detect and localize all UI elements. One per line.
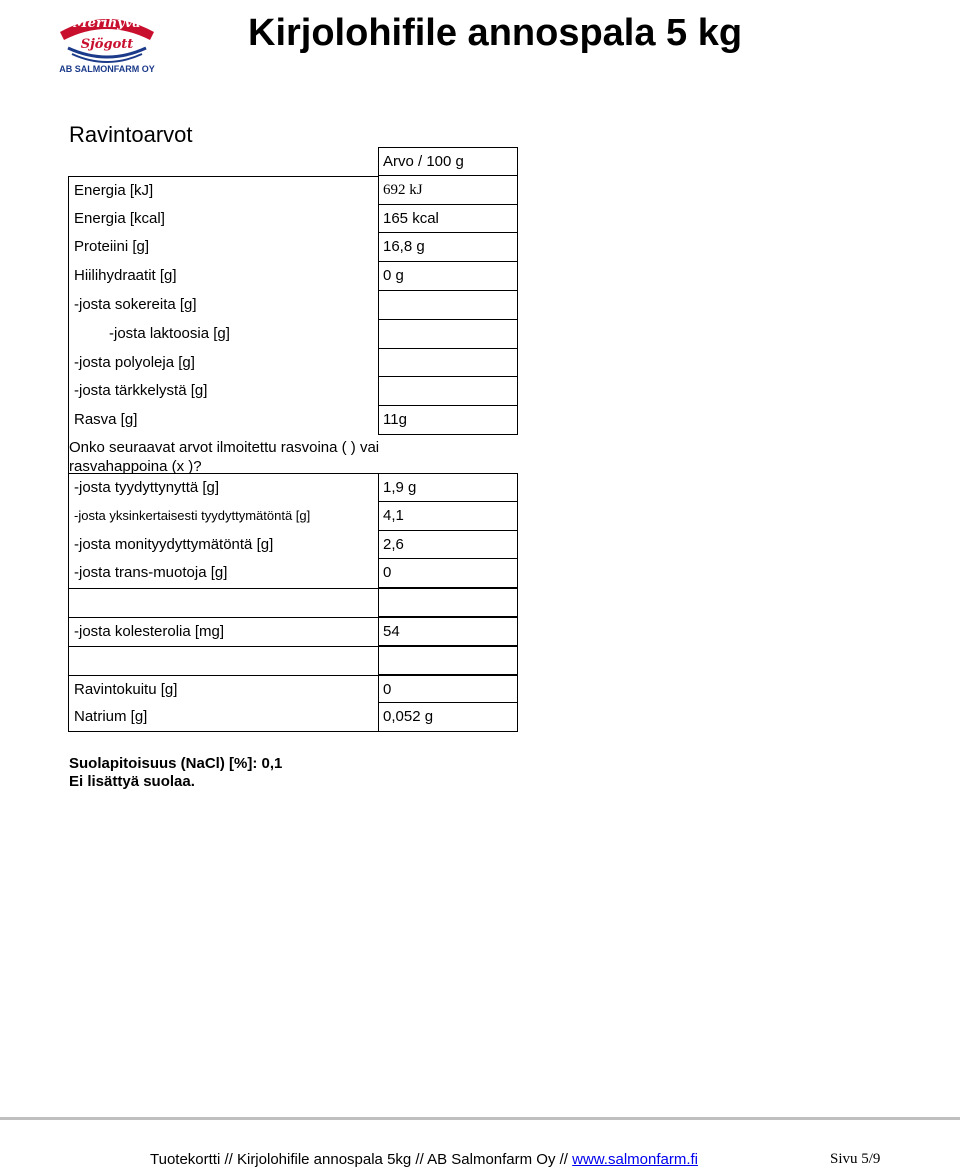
row-value [378,646,518,675]
row-label: -josta kolesterolia [mg] [68,617,378,646]
svg-text:AB SALMONFARM OY: AB SALMONFARM OY [59,64,155,74]
table-header-row [68,147,518,176]
row-value: 0 [378,675,518,704]
row-label: -josta polyoleja [g] [68,349,378,378]
row-value: 0,052 g [378,703,518,732]
salt-info [69,755,282,791]
header-empty-cell [68,147,378,176]
table-row [68,262,518,291]
row-value: 16,8 g [378,233,518,262]
row-label: Rasva [g] [68,406,378,435]
row-label: -josta sokereita [g] [68,291,378,320]
row-value [378,377,518,406]
row-value: 692 kJ [378,176,518,205]
row-label: -josta yksinkertaisesti tyydyttymätöntä [g] [68,502,378,531]
website-link[interactable]: www.salmonfarm.fi [572,1151,698,1168]
row-value [378,349,518,378]
row-value: 11g [378,406,518,435]
table-row [68,320,518,349]
row-label: -josta laktoosia [g] [68,320,378,349]
row-value: 54 [378,617,518,646]
table-row [68,291,518,320]
row-label: -josta trans-muotoja [g] [68,559,378,588]
no-added-salt: Ei lisättyä suolaa. [69,773,195,790]
table-row [68,588,518,617]
row-label: -josta monityydyttymätöntä [g] [68,531,378,560]
row-label: Hiilihydraatit [g] [68,262,378,291]
row-label: Ravintokuitu [g] [68,675,378,704]
svg-text:Sjögott: Sjögott [80,37,134,52]
table-row [68,205,518,234]
row-label: Energia [kcal] [68,205,378,234]
row-label [68,588,378,617]
fat-note: Onko seuraavat arvot ilmoitettu rasvoina ( ) vai rasvahappoina (x )? [69,439,380,475]
salt-content: Suolapitoisuus (NaCl) [%]: 0,1 [69,755,283,772]
row-value: 0 [378,559,518,588]
table-row [68,646,518,675]
row-value: 165 kcal [378,205,518,234]
product-title: Kirjolohifile annospala 5 kg [248,12,743,54]
table-row [68,473,518,502]
row-label: Proteiini [g] [68,233,378,262]
footer [150,1151,698,1168]
salmonfarm-logo [50,4,164,74]
row-value: 2,6 [378,531,518,560]
section-title: Ravintoarvot [69,122,193,147]
row-label [68,646,378,675]
row-value: 1,9 g [378,473,518,502]
row-label: -josta tärkkelystä [g] [68,377,378,406]
footer-divider [0,1117,960,1120]
table-row [68,406,518,435]
row-value: 0 g [378,262,518,291]
row-label: Energia [kJ] [68,176,378,205]
table-row [68,675,518,704]
footer-text: Tuotekortti // Kirjolohifile annospala 5kg // AB Salmonfarm Oy // [150,1151,573,1168]
row-value [378,291,518,320]
row-label: Natrium [g] [68,703,378,732]
table-row [68,176,518,205]
table-row [68,502,518,531]
row-value: 4,1 [378,502,518,531]
table-row [68,531,518,560]
row-value [378,588,518,617]
table-row [68,233,518,262]
table-row [68,349,518,378]
table-row [68,617,518,646]
column-header: Arvo / 100 g [378,147,518,176]
table-row [68,703,518,732]
page-number: Sivu 5/9 [830,1151,881,1167]
table-row [68,559,518,588]
row-value [378,320,518,349]
svg-text:Merihyvä: Merihyvä [73,16,141,31]
row-label: -josta tyydyttynyttä [g] [68,473,378,502]
table-row [68,377,518,406]
